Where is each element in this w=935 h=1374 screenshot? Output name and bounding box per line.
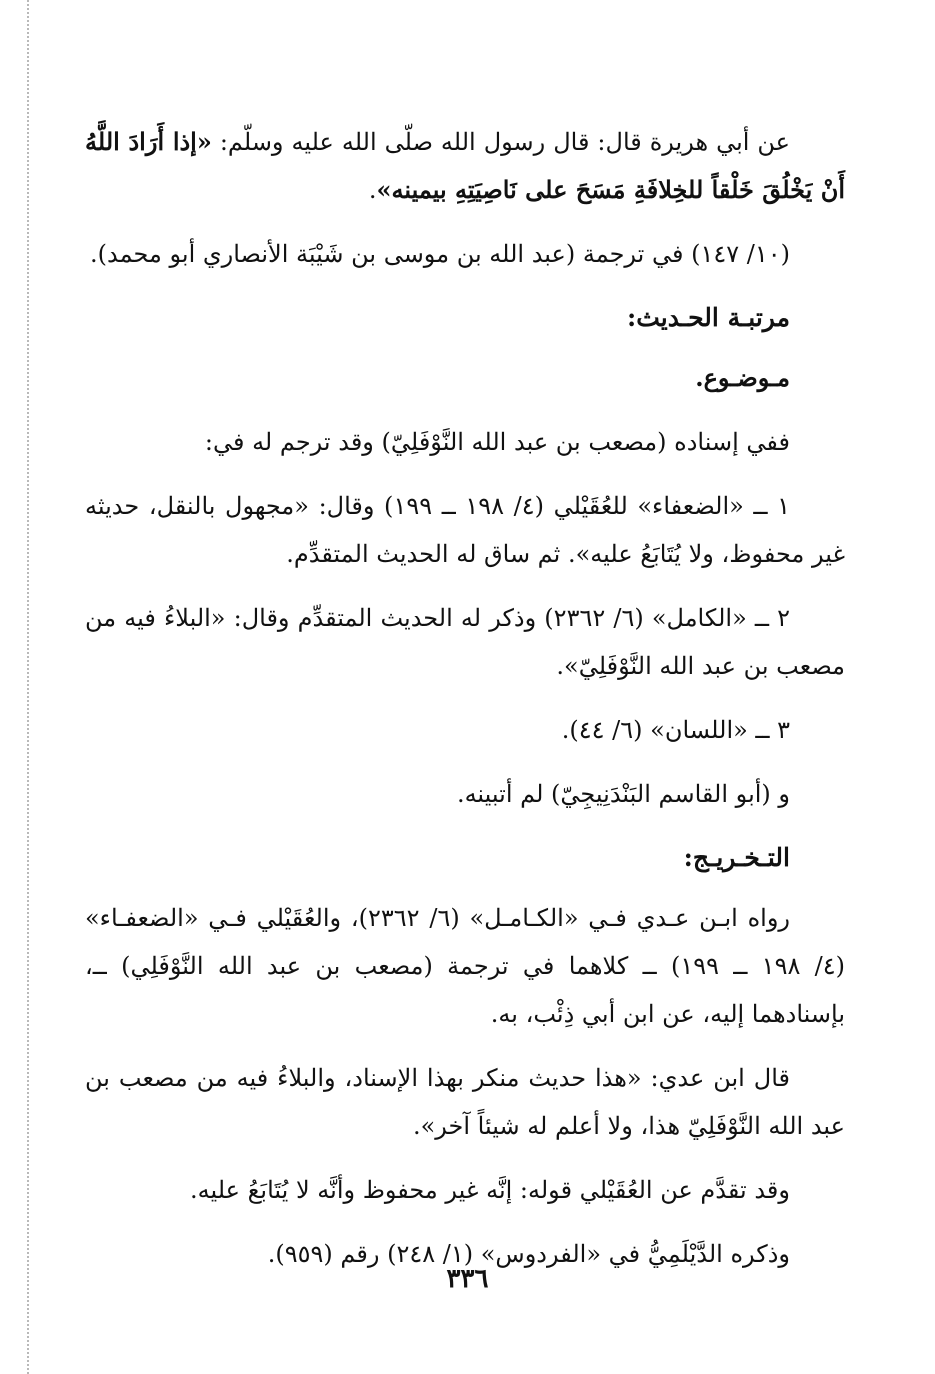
uqayli-note: وقد تقدَّم عن العُقَيْلي قوله: إنَّه غير محفوظ وأنَّه لا يُتَابَعُ عليه. — [190, 1176, 790, 1204]
reference-paragraph: (١٠/ ١٤٧) في ترجمة (عبد الله بن موسى بن شَيْبَة الأنصاري أبو محمد). — [90, 240, 790, 268]
hadith-end: . — [368, 176, 377, 204]
hadith-text: «إذا أَرَادَ اللَّهُ أَنْ يَخْلُقَ خَلْقاً للخِلافَةِ مَسَحَ على نَاصِيَتِهِ بيمينه» — [85, 127, 845, 204]
page-body — [85, 118, 845, 1294]
narrator-note: و (أبو القاسم البَنْدَنِيجِيّ) لم أتبينه. — [456, 780, 790, 808]
section-heading-rank: مرتبـة الحـديث: — [626, 303, 790, 332]
scan-edge-line — [27, 0, 29, 1374]
takhrij-paragraph: رواه ابـن عـدي فـي «الكـامـل» (٦/ ٢٣٦٢)، والعُقَيْلي فـي «الضعفـاء» (٤/ ١٩٨ ــ ١٩٩) ــ كلاهما في ترجمة (مصعب بن عبد الله النَّوْفَلِي) ــ، بإسنادهما إليه، عن ابن أبي ذِئْب، به. — [85, 904, 845, 1028]
source-item-1: ١ ــ «الضعفاء» للعُقَيْلي (٤/ ١٩٨ ــ ١٩٩) وقال: «مجهول بالنقل، حديثه غير محفوظ، ولا يُتَابَعُ عليه». ثم ساق له الحديث المتقدِّم. — [85, 492, 845, 568]
source-item-3: ٣ ــ «اللسان» (٦/ ٤٤). — [561, 716, 790, 744]
isnad-paragraph: ففي إسناده (مصعب بن عبد الله النَّوْفَلِيّ) وقد ترجم له في: — [204, 428, 790, 456]
hadith-paragraph — [85, 118, 845, 214]
source-item-2: ٢ ــ «الكامل» (٦/ ٢٣٦٢) وذكر له الحديث المتقدِّم وقال: «البلاءُ فيه من مصعب بن عبد الله النَّوْفَلِيّ». — [85, 604, 845, 680]
section-heading-takhrij: التـخـريـج: — [683, 843, 790, 872]
daylami-note: وذكره الدَّيْلَمِيُّ في «الفردوس» (١/ ٢٤٨) رقم (٩٥٩). — [267, 1240, 790, 1268]
page-number: ٣٣٦ — [446, 1264, 489, 1294]
hadith-intro: عن أبي هريرة قال: قال رسول الله صلّى الله عليه وسلّم: — [211, 128, 791, 156]
rank-value: مـوضـوع. — [695, 363, 790, 392]
ibn-adi-quote: قال ابن عدي: «هذا حديث منكر بهذا الإسناد، والبلاءُ فيه من مصعب بن عبد الله النَّوْفَلِيّ هذا، ولا أعلم له شيئاً آخر». — [85, 1064, 845, 1140]
